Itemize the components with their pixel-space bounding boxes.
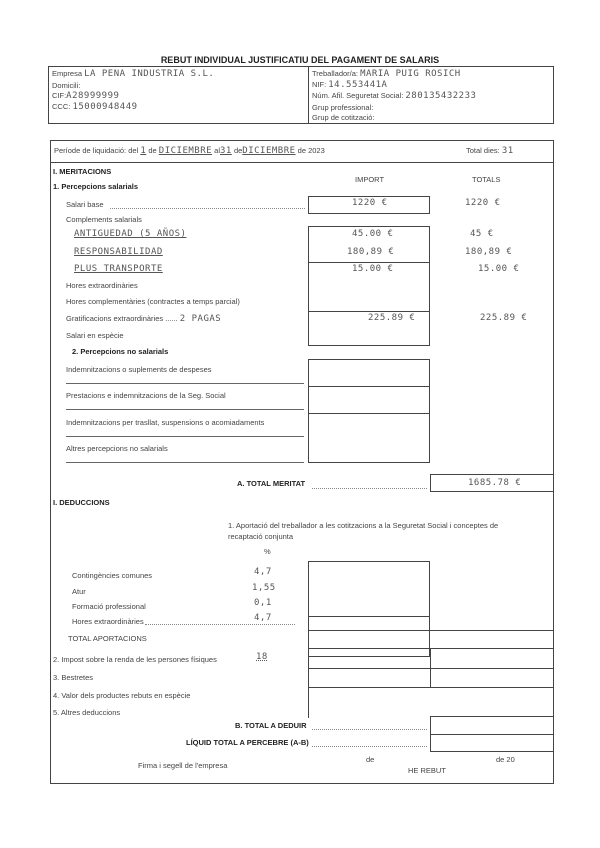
domicili-label: Domicili: [52,81,81,90]
ccc-row [52,102,138,112]
total-meritat-label: A. TOTAL MERITAT [237,479,306,488]
divider [308,413,430,414]
treballador-value: MARIA PUIG ROSICH [360,69,461,79]
periode-label: Període de liquidació: del [54,146,139,155]
cif-row [52,91,119,101]
cif-label: CIF: [52,91,67,100]
periode-any-label: de 2023 [297,146,325,155]
complement-label: RESPONSABILIDAD [74,247,163,257]
divider [308,616,430,617]
periode-row [54,146,325,156]
grup-cotitzacio-label: Grup de cotització: [312,113,375,122]
valor-productes-label: 4. Valor dels productes rebuts en espècie [53,691,191,700]
afil-label: Núm. Afil. Seguretat Social: [312,91,404,100]
empresa-row [52,69,214,79]
irpf-pct: 18 [256,652,268,662]
complement-total: 45 € [470,229,494,239]
salari-base-import: 1220 € [352,198,388,208]
no-salarial-label: Altres percepcions no salarials [66,444,168,453]
divider [50,162,554,163]
periode-al-label: al [214,146,220,155]
aportacions-box [308,561,430,657]
altres-deduccions-label: 5. Altres deduccions [53,708,121,717]
empresa-label: Empresa [52,69,83,78]
dotted-leader [312,746,427,747]
complements-import-box [308,226,430,346]
complement-import: 15.00 € [352,264,394,274]
aportacio-label: 1. Aportació del treballador a les cotitzacions a la Seguretat Social i conceptes de recaptació conjunta [228,521,499,541]
ccc-label: CCC: [52,102,71,111]
afil-value: 280135432233 [405,91,477,101]
dotted-leader [312,729,427,730]
periode-del-value: 1 [140,146,147,156]
no-salarial-label: Indemnitzacions per trasllat, suspensions o acomiadaments [66,418,265,427]
irpf-label: 2. Impost sobre la renda de les persones físiques [53,655,217,664]
complement-label: PLUS TRANSPORTE [74,264,163,274]
total-meritat-value: 1685.78 € [468,478,522,488]
he-rebut-label: HE REBUT [408,766,446,775]
gratificacions-total: 225.89 € [480,313,528,323]
cif-value: A28999999 [66,91,120,101]
periode-de-label: de [233,146,243,155]
periode-mes2-value: DICIEMBRE [242,146,296,156]
bestretes-label: 3. Bestretes [53,673,94,682]
divider [430,734,554,735]
divider [308,66,309,124]
divider [308,668,554,669]
gratificacions-detail: 2 PAGAS [179,314,222,324]
divider [308,688,309,718]
treballador-row [312,69,461,79]
footer-de20-label: de 20 [496,755,515,764]
salari-base-total: 1220 € [465,198,501,208]
total-dies-value: 31 [501,146,514,156]
deduccio-pct: 4,7 [254,567,272,577]
gratificacions-label: Gratificacions extraordinàries [66,314,164,323]
deduccio-pct: 0,1 [254,598,272,608]
hores-complementaries-label: Hores complementàries (contractes a temps parcial) [66,297,240,306]
gratificacions-import: 225.89 € [368,313,416,323]
import-header: IMPORT [355,175,385,184]
deduccio-label: Contingències comunes [72,571,153,580]
totals-header: TOTALS [472,175,501,184]
gratificacions-row: Gratificacions extraordinàries ...... 2 PAGAS [66,314,222,324]
total-deduir-label: B. TOTAL A DEDUIR [235,721,307,730]
percepcions-no-salarials-heading: 2. Percepcions no salarials [72,347,169,356]
complement-label: ANTIGUEDAD (5 AÑOS) [74,229,187,239]
total-dies [466,146,514,156]
blank-line [66,409,304,410]
document-title: REBUT INDIVIDUAL JUSTIFICATIU DEL PAGAMENT DE SALARIS [160,55,440,65]
salari-base-label: Salari base [66,200,104,209]
divider [308,311,430,312]
complements-label: Complements salarials [66,215,142,224]
divider [308,630,554,631]
percepcions-salarials-heading: 1. Percepcions salarials [53,182,139,191]
firma-label: Firma i segell de l'empresa [138,761,228,770]
deduccions-heading: I. DEDUCCIONS [53,498,110,507]
no-salarial-label: Indemnitzacions o suplements de despeses [66,365,212,374]
deduccio-label: Atur [72,587,86,596]
deduccio-label: Hores extraordinàries [72,617,144,626]
periode-al-value: 31 [220,146,232,156]
dotted-leader [145,624,295,625]
no-salarial-label: Prestacions e indemnitzacions de la Seg. Social [66,391,226,400]
deduccio-pct: 4,7 [254,613,272,623]
liquid-total-label: LÍQUID TOTAL A PERCEBRE (A-B) [186,738,309,747]
blank-line [66,383,304,384]
treballador-label: Treballador/a: [312,69,358,78]
total-dies-label: Total dies: [466,146,500,155]
dotted-leader [110,208,305,209]
blank-line [66,462,304,463]
deduccio-pct: 1,55 [252,583,276,593]
periode-de-label: de [148,146,157,155]
complement-total: 180,89 € [465,247,513,257]
nif-row [312,80,387,90]
footer-de-label: de [366,755,375,764]
complement-import: 180,89 € [347,247,395,257]
complement-import: 45.00 € [352,229,394,239]
percent-header: % [264,547,271,556]
dotted-leader [312,488,427,489]
grup-professional-label: Grup professional: [312,103,374,112]
no-salarials-import-box [308,359,430,463]
meritacions-heading: I. MERITACIONS [53,167,112,176]
empresa-value: LA PENA INDUSTRIA S.L. [84,69,215,79]
deduccio-label: Formació professional [72,602,146,611]
salari-especie-label: Salari en espècie [66,331,124,340]
complement-total: 15.00 € [478,264,520,274]
periode-mes1-value: DICIEMBRE [158,146,213,156]
divider [308,386,430,387]
total-aportacions-label: TOTAL APORTACIONS [68,634,147,643]
nif-value: 14.553441A [328,80,388,90]
blank-line [66,436,304,437]
ccc-value: 15000948449 [72,102,138,112]
divider [308,262,430,263]
afil-row [312,91,476,101]
nif-label: NIF: [312,80,327,89]
hores-extra-label: Hores extraordinàries [66,281,138,290]
